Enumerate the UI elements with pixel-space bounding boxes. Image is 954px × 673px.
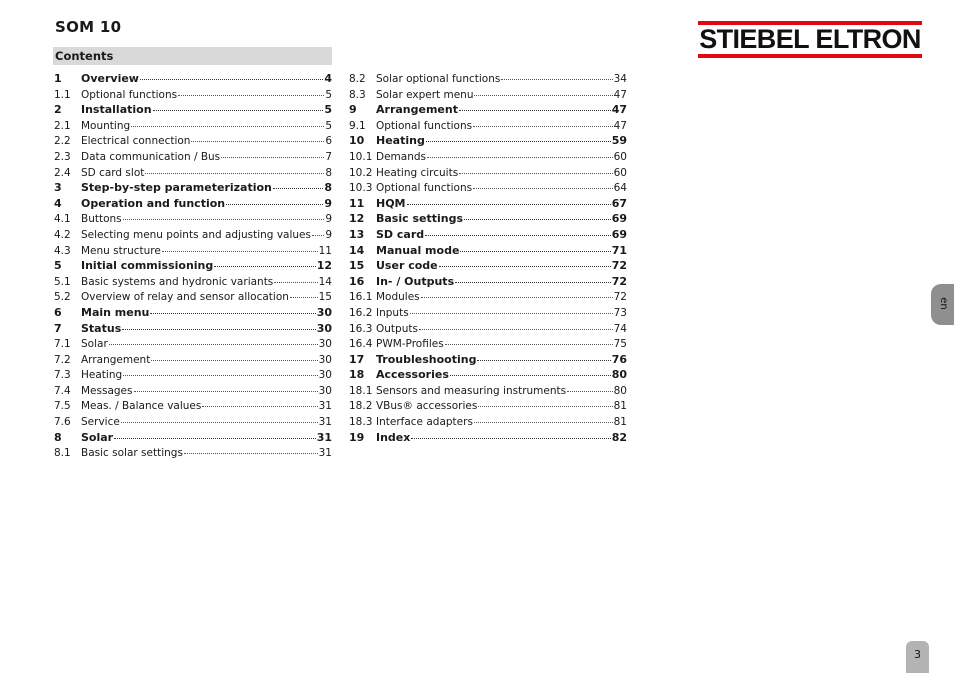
toc-entry-page: 9 [325, 228, 332, 241]
toc-entry-title: Heating [81, 369, 123, 382]
toc-leader-dots [122, 317, 315, 330]
toc-entry-number: 7.3 [54, 369, 71, 382]
language-tab[interactable] [931, 284, 954, 325]
toc-entry-page: 60 [613, 166, 627, 179]
toc-entry-page: 80 [613, 384, 627, 397]
toc-entry-page: 30 [318, 384, 332, 397]
toc-entry-title: VBus® accessories [376, 400, 478, 413]
toc-entry-page: 15 [318, 291, 332, 304]
toc-entry-page: 5 [325, 88, 332, 101]
toc-entry-page: 47 [613, 88, 627, 101]
toc-entry-page: 8 [325, 166, 332, 179]
toc-entry-number: 5.1 [54, 275, 71, 288]
toc-leader-dots [140, 67, 323, 80]
toc-entry-title: Arrangement [81, 353, 151, 366]
toc-entry-number: 7.2 [54, 353, 71, 366]
toc-entry-number: 11 [349, 196, 365, 210]
toc-leader-dots [426, 129, 611, 142]
document-title: SOM 10 [55, 18, 122, 36]
toc-leader-dots [407, 192, 611, 205]
toc-entry-title: Operation and function [81, 196, 226, 210]
toc-leader-dots [477, 348, 610, 361]
toc-leader-dots [567, 379, 613, 392]
toc-leader-dots [114, 426, 316, 439]
toc-leader-dots [274, 270, 317, 283]
toc-entry-page: 47 [613, 119, 627, 132]
toc-leader-dots [151, 348, 317, 361]
toc-leader-dots [150, 301, 315, 314]
language-tab-label: en [937, 297, 949, 310]
toc-entry-number: 2.4 [54, 166, 71, 179]
toc-leader-dots [473, 114, 613, 127]
toc-leader-dots [178, 83, 324, 96]
toc-entry-number: 10 [349, 134, 365, 148]
toc-entry-number: 18.2 [349, 400, 373, 413]
toc-entry-page: 30 [318, 338, 332, 351]
logo-bottom-stripe [698, 54, 922, 58]
toc-entry-number: 10.3 [349, 182, 373, 195]
toc-entry-title: Accessories [376, 368, 449, 382]
toc-entry-title: Troubleshooting [376, 352, 477, 366]
toc-entry-page: 81 [613, 400, 627, 413]
toc-leader-dots [191, 129, 324, 142]
toc-entry-number: 7.5 [54, 400, 71, 413]
toc-leader-dots [419, 317, 613, 330]
toc-entry-title: In- / Outputs [376, 274, 455, 288]
toc-entry-page: 5 [325, 119, 332, 132]
toc-entry-page: 34 [613, 73, 627, 85]
toc-entry-number: 8.3 [349, 88, 366, 101]
toc-leader-dots [455, 270, 611, 283]
toc-entry-page: 69 [611, 227, 627, 241]
toc-entry-number: 18 [349, 368, 365, 382]
toc-entry-number: 5 [54, 259, 62, 273]
toc-leader-dots [202, 394, 317, 407]
toc-entry-title: Solar optional functions [376, 73, 501, 85]
toc-entry-page: 72 [611, 274, 627, 288]
toc-entry-number: 12 [349, 212, 365, 226]
toc-entry-title: Status [81, 321, 122, 335]
toc-entry-title: Messages [81, 384, 133, 397]
toc-entry-number: 4.1 [54, 213, 71, 226]
toc-entry-title: Electrical connection [81, 135, 191, 148]
toc-leader-dots [464, 207, 611, 220]
toc-entry-number: 2.1 [54, 119, 71, 132]
toc-entry-number: 8 [54, 430, 62, 444]
toc-leader-dots [123, 363, 317, 376]
toc-entry-title: Menu structure [81, 244, 161, 257]
toc-leader-dots [445, 332, 613, 345]
toc-column-left [54, 69, 332, 459]
toc-entry-page: 8 [324, 181, 332, 195]
toc-leader-dots [460, 239, 610, 252]
toc-entry-title: SD card slot [81, 166, 145, 179]
toc-leader-dots [411, 426, 610, 439]
toc-leader-dots [421, 285, 613, 298]
toc-entry-title: Service [81, 416, 120, 429]
toc-entry-number: 16 [349, 274, 365, 288]
toc-entry-number: 7.4 [54, 384, 71, 397]
toc-leader-dots [145, 161, 324, 174]
toc-entry-number: 10.1 [349, 150, 373, 163]
toc-entry-title: Inputs [376, 306, 409, 319]
toc-entry-number: 2.2 [54, 135, 71, 148]
toc-leader-dots [501, 67, 612, 80]
toc-entry-number: 3 [54, 181, 62, 195]
toc-entry-number: 9 [349, 103, 357, 117]
toc-entry-page: 82 [611, 430, 627, 444]
toc-leader-dots [134, 379, 318, 392]
toc-entry-title: Installation [81, 103, 152, 117]
toc-entry-number: 4.2 [54, 228, 71, 241]
toc-entry-title: Heating [376, 134, 425, 148]
toc-entry-number: 16.2 [349, 306, 373, 319]
toc-entry-number: 18.1 [349, 384, 373, 397]
toc-entry-title: Data communication / Bus [81, 150, 221, 163]
toc-entry-title: PWM-Profiles [376, 338, 444, 351]
toc-entry[interactable] [54, 443, 332, 459]
toc-entry-page: 81 [613, 416, 627, 429]
toc-entry-title: Basic solar settings [81, 447, 183, 460]
toc-entry-page: 4 [324, 72, 332, 85]
toc-leader-dots [439, 254, 611, 267]
toc-entry-number: 7 [54, 321, 62, 335]
toc-entry-title: Sensors and measuring instruments [376, 384, 567, 397]
toc-entry-number: 16.3 [349, 322, 373, 335]
toc-entry-title: Initial commissioning [81, 259, 214, 273]
toc-entry-title: Buttons [81, 213, 122, 226]
toc-leader-dots [123, 207, 325, 220]
toc-leader-dots [459, 161, 612, 174]
toc-leader-dots [131, 114, 324, 127]
toc-entry-title: Heating circuits [376, 166, 459, 179]
toc-entry-page: 31 [318, 447, 332, 460]
toc-entry-title: Optional functions [376, 119, 473, 132]
toc-entry-title: Arrangement [376, 103, 458, 117]
toc-entry-title: Solar expert menu [376, 88, 474, 101]
toc-entry-number: 9.1 [349, 119, 366, 132]
toc-entry-page: 73 [613, 306, 627, 319]
toc-entry-page: 7 [325, 150, 332, 163]
toc-entry-title: Step-by-step parameterization [81, 181, 272, 195]
toc-entry-page: 30 [316, 321, 332, 335]
toc-entry-number: 14 [349, 243, 365, 257]
toc-leader-dots [221, 145, 324, 158]
toc-entry-page: 9 [324, 196, 332, 210]
toc-entry-page: 14 [318, 275, 332, 288]
toc-entry-page: 31 [316, 430, 332, 444]
brand-logo [698, 21, 922, 58]
toc-entry-title: Interface adapters [376, 416, 473, 429]
toc-entry-title: Optional functions [376, 182, 473, 195]
toc-entry[interactable] [349, 428, 627, 444]
toc-entry-page: 64 [613, 182, 627, 195]
toc-leader-dots [425, 223, 611, 236]
toc-entry-title: Outputs [376, 322, 418, 335]
toc-entry-number: 16.1 [349, 291, 373, 304]
toc-leader-dots [474, 83, 612, 96]
toc-entry-title: Basic systems and hydronic variants [81, 275, 274, 288]
toc-entry-page: 30 [318, 369, 332, 382]
toc-entry-number: 17 [349, 352, 365, 366]
toc-entry-title: Mounting [81, 119, 131, 132]
toc-entry-number: 18.3 [349, 416, 373, 429]
toc-entry-title: Manual mode [376, 243, 460, 257]
toc-entry-page: 74 [613, 322, 627, 335]
toc-entry-page: 59 [611, 134, 627, 148]
toc-entry-page: 71 [611, 243, 627, 257]
toc-entry-page: 75 [613, 338, 627, 351]
toc-entry-page: 60 [613, 150, 627, 163]
toc-entry-number: 8.2 [349, 73, 366, 85]
toc-entry-page: 72 [611, 259, 627, 273]
toc-entry[interactable] [54, 209, 332, 225]
toc-entry-number: 6 [54, 305, 62, 319]
toc-entry-page: 47 [611, 103, 627, 117]
toc-entry-page: 80 [611, 368, 627, 382]
toc-leader-dots [273, 176, 323, 189]
toc-entry-number: 16.4 [349, 338, 373, 351]
toc-entry-page: 31 [318, 400, 332, 413]
contents-heading: Contents [53, 47, 332, 65]
toc-entry-number: 15 [349, 259, 365, 273]
toc-entry-page: 9 [325, 213, 332, 226]
toc-leader-dots [109, 332, 318, 345]
toc-entry-title: Overview of relay and sensor allocation [81, 291, 289, 304]
toc-entry-number: 5.2 [54, 291, 71, 304]
toc-leader-dots [427, 145, 613, 158]
toc-entry-page: 72 [613, 291, 627, 304]
toc-entry-number: 1.1 [54, 88, 71, 101]
toc-entry-page: 30 [316, 305, 332, 319]
toc-entry-number: 2 [54, 103, 62, 117]
toc-leader-dots [162, 239, 318, 252]
toc-leader-dots [410, 301, 613, 314]
toc-leader-dots [214, 254, 315, 267]
toc-leader-dots [450, 363, 611, 376]
page-number: 3 [906, 641, 929, 673]
toc-entry-number: 13 [349, 227, 365, 241]
toc-entry-page: 76 [611, 352, 627, 366]
toc-entry-number: 10.2 [349, 166, 373, 179]
toc-entry-number: 1 [54, 72, 62, 85]
toc-entry-page: 5 [324, 103, 332, 117]
toc-leader-dots [473, 176, 613, 189]
toc-entry-number: 4.3 [54, 244, 71, 257]
toc-entry-title: SD card [376, 227, 425, 241]
toc-entry-page: 69 [611, 212, 627, 226]
toc-entry-page: 31 [318, 416, 332, 429]
toc-entry-title: Meas. / Balance values [81, 400, 202, 413]
toc-entry-title: HQM [376, 196, 406, 210]
toc-leader-dots [312, 223, 324, 236]
toc-leader-dots [290, 285, 318, 298]
toc-entry-number: 2.3 [54, 150, 71, 163]
toc-leader-dots [474, 410, 613, 423]
toc-leader-dots [478, 394, 612, 407]
toc-entry-title: Selecting menu points and adjusting values [81, 228, 311, 241]
toc-entry-number: 8.1 [54, 447, 71, 460]
toc-entry-title: Main menu [81, 305, 150, 319]
toc-entry-page: 67 [611, 196, 627, 210]
toc-leader-dots [459, 98, 611, 111]
toc-leader-dots [184, 441, 318, 454]
toc-entry-title: User code [376, 259, 438, 273]
toc-entry-title: Solar [81, 430, 114, 444]
toc-entry-page: 12 [316, 259, 332, 273]
toc-entry-title: Basic settings [376, 212, 464, 226]
toc-leader-dots [226, 192, 323, 205]
toc-column-right [349, 69, 627, 443]
toc-entry-number: 4 [54, 196, 62, 210]
toc-leader-dots [121, 410, 318, 423]
toc-entry-number: 19 [349, 430, 365, 444]
toc-entry-number: 7.1 [54, 338, 71, 351]
toc-entry-title: Overview [81, 72, 139, 85]
toc-entry-title: Optional functions [81, 88, 178, 101]
toc-leader-dots [153, 98, 324, 111]
toc-entry-title: Modules [376, 291, 420, 304]
toc-entry-page: 30 [318, 353, 332, 366]
toc-entry-number: 7.6 [54, 416, 71, 429]
toc-entry-title: Solar [81, 338, 108, 351]
toc-entry-title: Index [376, 430, 411, 444]
toc-entry-page: 6 [325, 135, 332, 148]
logo-wordmark: STIEBEL ELTRON [699, 24, 921, 54]
toc-entry-title: Demands [376, 150, 426, 163]
toc-entry-page: 11 [318, 244, 332, 257]
